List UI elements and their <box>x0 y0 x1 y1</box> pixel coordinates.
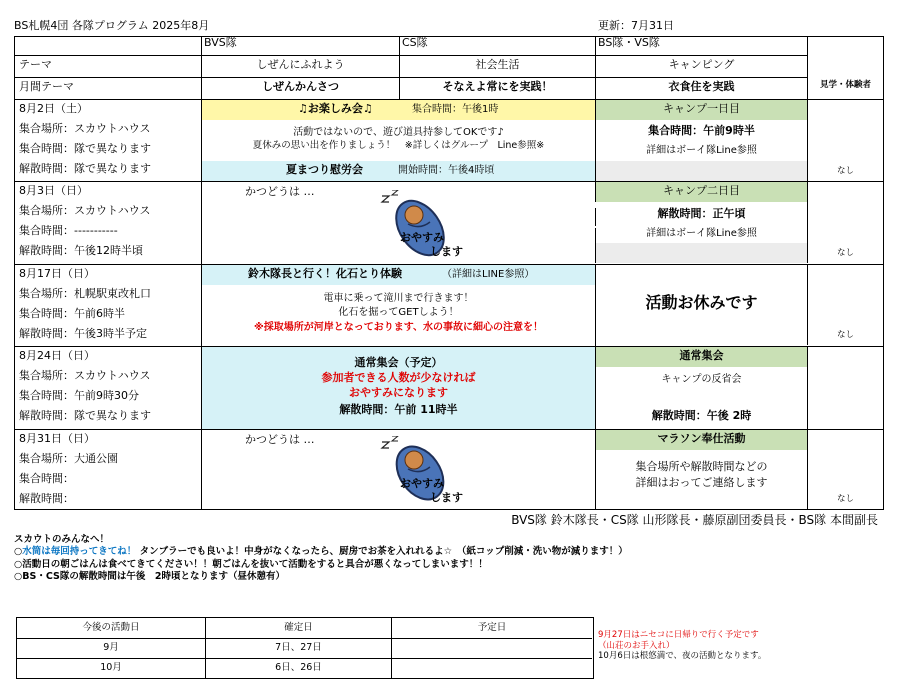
future-dates-table <box>16 617 594 679</box>
notes-section <box>14 534 628 583</box>
day-dismiss: 解散時間：午後3時半予定 <box>19 327 147 340</box>
day-place: 集合場所：スカウトハウス <box>19 369 151 382</box>
observe-value: なし <box>807 249 883 263</box>
bs-event-title: マラソン奉仕活動 <box>595 430 807 450</box>
future-header-activity: 今後の活動日 <box>82 622 140 633</box>
observe-value: なし <box>807 167 883 181</box>
bs-event-line: 集合場所や解散時間などの <box>595 461 807 477</box>
notes-line-2: ○活動日の朝ごはんは食べてきてください！！朝ごはんを抜いて活動をすると具合が悪くなってしまいます！！ <box>14 558 488 570</box>
day-place: 集合場所：大通公園 <box>19 452 118 465</box>
bs-empty-band <box>595 243 807 263</box>
event-warning: ※採取場所が河岸となっております、水の事故に細心の注意を！ <box>201 322 595 346</box>
observe-empty <box>807 347 883 429</box>
side-note-black: 10月6日は根悠満で、夜の活動となります。 <box>598 651 767 662</box>
activity-label: かつどうは … <box>245 433 315 446</box>
bs-event-title: 通常集会 <box>595 347 807 367</box>
sleep-text-1: おやすみ <box>400 477 444 490</box>
observe-value: なし <box>807 331 883 345</box>
event-title-bar <box>201 100 595 120</box>
event-title: 鈴木隊長と行く！化石とり体験 <box>248 267 402 280</box>
column-header-bvs: BVS隊 <box>201 37 399 55</box>
day-gather: 集合時間： <box>19 472 74 485</box>
event-line: 電車に乗って滝川まで行きます！ <box>201 293 595 307</box>
bs-event-line: 詳細はおってご連絡します <box>595 477 807 493</box>
day-place: 集合場所：札幌駅東改札口 <box>19 287 151 300</box>
bs-event-line: 詳細はボーイ隊Line参照 <box>595 228 807 246</box>
day-date: 8月24日（日） <box>19 349 95 362</box>
event-warning: おやすみになります <box>349 386 448 399</box>
future-confirmed: 6日、26日 <box>205 659 391 678</box>
regular-meeting-cell <box>201 347 595 429</box>
notes-line-1 <box>14 546 628 558</box>
event-title: 通常集会（予定） <box>354 356 443 369</box>
side-notes <box>598 630 766 662</box>
future-month: 9月 <box>103 642 119 653</box>
future-header-planned: 予定日 <box>391 618 592 638</box>
notes-heading: スカウトのみんなへ！ <box>14 534 110 545</box>
bs-event-line: 解散時間：正午頃 <box>595 208 807 226</box>
day-place: 集合場所：スカウトハウス <box>19 204 151 217</box>
bs-event-line: 集合時間：午前9時半 <box>595 125 807 143</box>
side-note-red-1: 9月27日はニセコに日帰りで行く予定です <box>598 630 759 640</box>
sleep-text-2: します <box>430 245 463 258</box>
side-note-red-2: （山荘のお手入れ） <box>598 640 675 651</box>
future-header-confirmed: 確定日 <box>205 618 391 638</box>
bs-event-title: キャンプ一日目 <box>595 100 807 120</box>
event-title: ♫お楽しみ会♫ <box>298 102 373 115</box>
future-planned <box>391 639 592 658</box>
column-header-cs: CS隊 <box>399 37 595 55</box>
day-date: 8月3日（日） <box>19 184 88 197</box>
theme-bvs: しぜんにふれよう <box>201 56 399 77</box>
bullet-circle: ○ <box>14 546 23 558</box>
event-note: （詳細はLINE参照） <box>442 269 535 280</box>
future-confirmed: 7日、27日 <box>205 639 391 658</box>
day-gather: 集合時間：----------- <box>19 224 118 237</box>
activity-label: かつどうは … <box>245 185 315 198</box>
theme-bsvs: キャンピング <box>595 56 807 77</box>
sleep-text-2: します <box>430 491 463 504</box>
notes-line-3: ○BS・CS隊の解散時間は午後 2時頃となります（昼休憩有） <box>14 571 285 583</box>
event-warning: 参加者できる人数が少なければ <box>321 371 476 384</box>
event-time: 解散時間：午前 11時半 <box>339 403 458 416</box>
day-gather: 集合時間：隊で異なります <box>19 142 151 155</box>
sleep-cell <box>201 182 595 264</box>
sleep-text-1: おやすみ <box>400 231 444 244</box>
updated-date: 更新：7月31日 <box>598 19 674 32</box>
document-title: BS札幌4団 各隊プログラム 2025年8月 <box>14 19 210 32</box>
sub-event-bar <box>201 161 595 181</box>
sleep-cell <box>201 430 595 509</box>
notes-line-1-highlight: 水筒は毎回持ってきてね！ <box>22 546 137 558</box>
day-date: 8月17日（日） <box>19 267 95 280</box>
day-date: 8月2日（土） <box>19 102 88 115</box>
day-dismiss: 解散時間： <box>19 492 74 505</box>
event-line: 化石を掘ってGETしよう！ <box>201 307 595 321</box>
monthly-theme-label: 月間テーマ <box>19 80 74 93</box>
bs-empty-band <box>595 161 807 181</box>
bs-event-line: 解散時間：午後 2時 <box>595 410 807 428</box>
event-title-bar <box>201 265 595 285</box>
day-date: 8月31日（日） <box>19 432 95 445</box>
bs-closed-notice: 活動お休みです <box>595 265 807 346</box>
day-dismiss: 解散時間：午後12時半頃 <box>19 244 143 257</box>
day-place: 集合場所：スカウトハウス <box>19 122 151 135</box>
day-dismiss: 解散時間：隊で異なります <box>19 409 151 422</box>
column-header-observe: 見学・体験者 <box>807 81 883 99</box>
bs-event-title: キャンプ二日目 <box>595 182 807 202</box>
event-line: 夏休みの思い出を作りましょう！ ※詳しくはグループ Line参照※ <box>201 141 595 161</box>
event-time: 集合時間：午後1時 <box>412 104 499 115</box>
sub-event-title: 夏まつり慰労会 <box>286 163 363 176</box>
theme-label: テーマ <box>19 58 52 71</box>
sub-event-time: 開始時間：午後4時頃 <box>398 165 495 176</box>
day-gather: 集合時間：午前9時30分 <box>19 389 139 402</box>
column-header-bsvs: BS隊・VS隊 <box>595 37 807 55</box>
future-planned <box>391 659 592 678</box>
event-line: 活動ではないので、遊び道具持参してOKです♪ <box>201 127 595 141</box>
observe-value: なし <box>807 495 883 509</box>
monthly-theme-bvs: しぜんかんさつ <box>201 78 399 99</box>
notes-line-1-rest: タンブラーでも良いよ！中身がなくなったら、厨房でお茶を入れれるよ☆ （紙コップ削減・洗い物が減ります！） <box>139 546 628 558</box>
day-dismiss: 解散時間：隊で異なります <box>19 162 151 175</box>
monthly-theme-bsvs: 衣食住を実践 <box>595 78 807 99</box>
bs-event-line: キャンプの反省会 <box>595 374 807 390</box>
monthly-theme-cs: そなえよ常にを実践！ <box>399 78 595 99</box>
theme-cs: 社会生活 <box>399 56 595 77</box>
schedule-table <box>14 36 884 510</box>
day-gather: 集合時間：午前6時半 <box>19 307 125 320</box>
future-month: 10月 <box>100 662 122 673</box>
leaders-line: BVS隊 鈴木隊長・CS隊 山形隊長・藤原副団委員長・BS隊 本間副長 <box>511 513 878 527</box>
bs-event-line: 詳細はボーイ隊Line参照 <box>595 145 807 163</box>
